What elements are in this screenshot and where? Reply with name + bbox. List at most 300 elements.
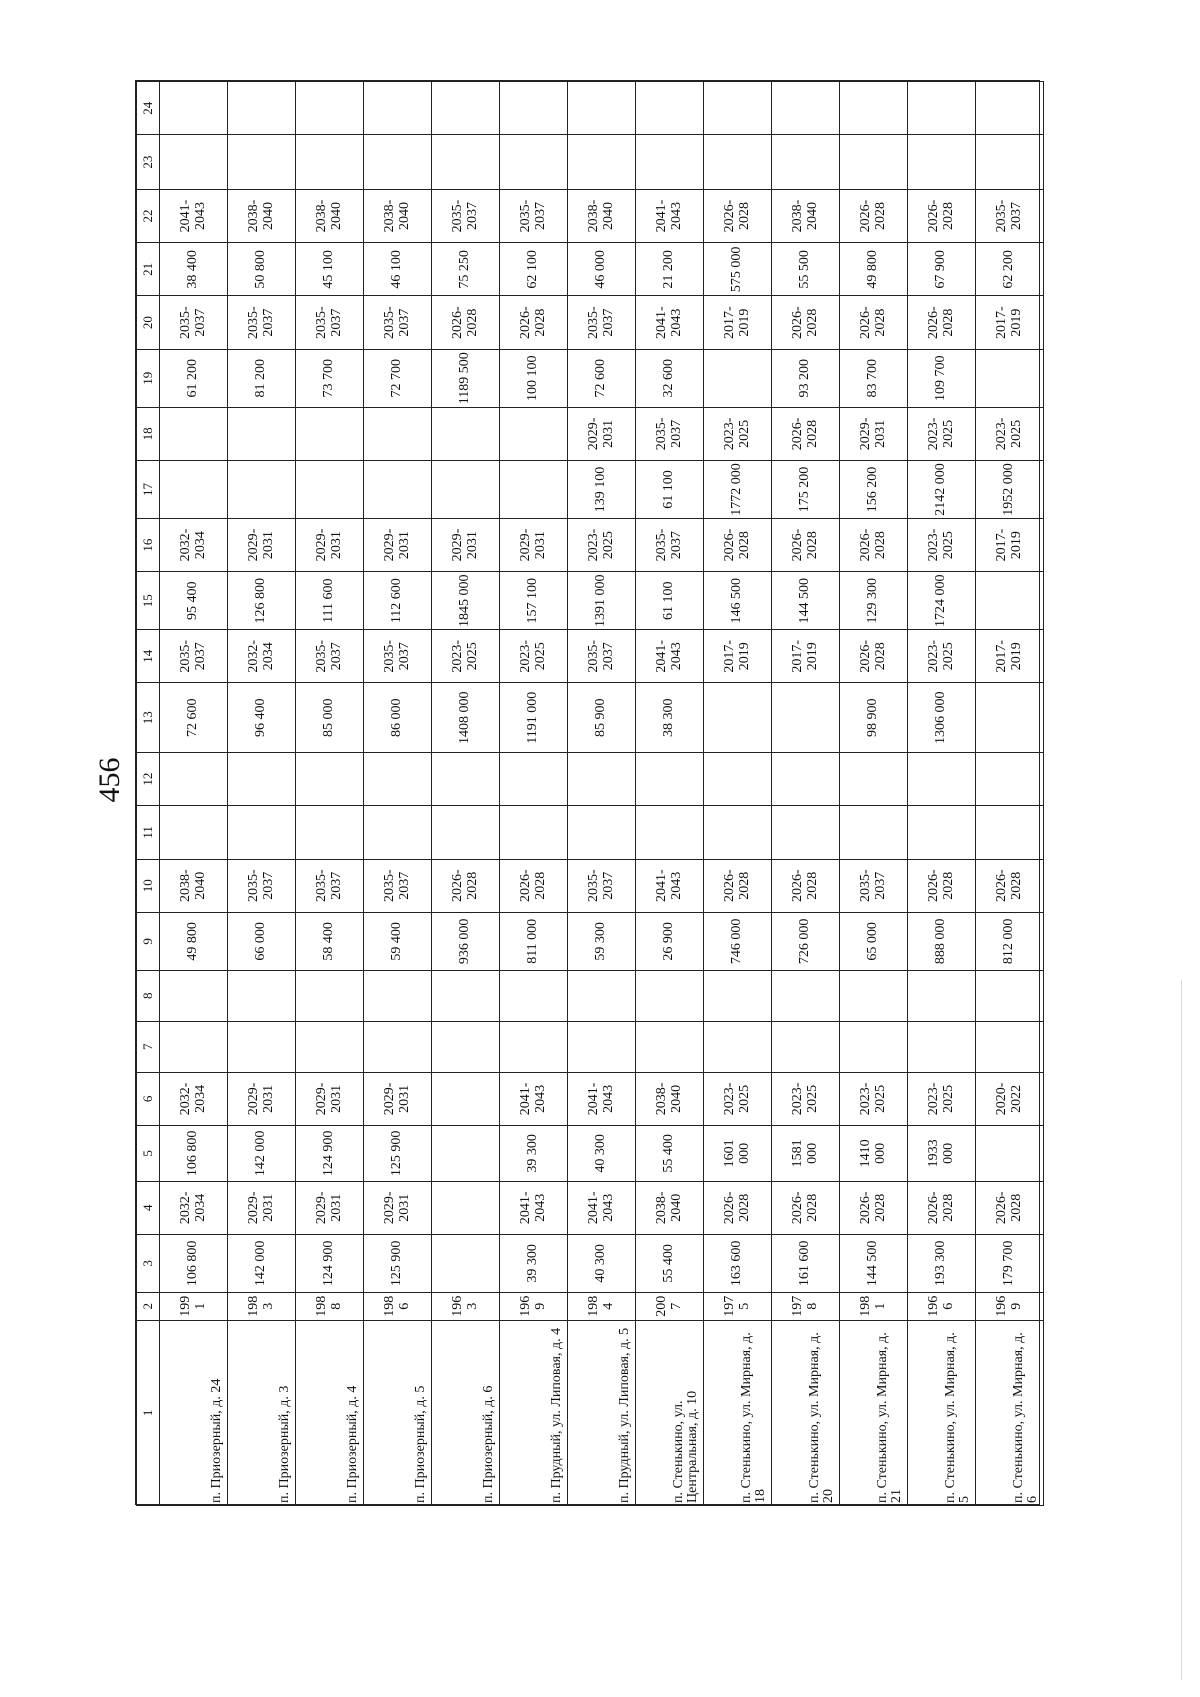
table-cell: 2029-2031: [364, 1072, 432, 1125]
table-cell: [568, 1021, 636, 1072]
table-cell: 98 900: [840, 683, 908, 753]
table-cell: [772, 970, 840, 1021]
table-frame: [135, 80, 1040, 1505]
table-cell: 2017-2019: [976, 518, 1044, 571]
table-cell: 61 200: [160, 349, 228, 407]
table-cell: 40 300: [568, 1234, 636, 1292]
table-cell: [432, 461, 500, 519]
table-cell: [704, 135, 772, 189]
table-cell: [568, 135, 636, 189]
data-table: [136, 81, 1044, 1506]
table-cell: 2038-2040: [364, 189, 432, 242]
table-cell: 59 400: [364, 912, 432, 970]
table-cell: 2029-2031: [296, 1072, 364, 1125]
table-cell: 2142 000: [908, 461, 976, 519]
table-cell: [636, 970, 704, 1021]
table-cell: 1986: [364, 1292, 432, 1320]
table-cell: 1969: [500, 1292, 568, 1320]
table-cell: 2026-2028: [976, 1181, 1044, 1234]
table-row: [364, 82, 432, 1506]
table-cell: [976, 349, 1044, 407]
table-cell: 1306 000: [908, 683, 976, 753]
table-cell: [432, 82, 500, 135]
table-cell: 2029-2031: [228, 1181, 296, 1234]
page-number: 456: [93, 757, 126, 803]
table-cell: 2026-2028: [772, 1181, 840, 1234]
table-cell: [840, 970, 908, 1021]
table-cell: [296, 806, 364, 859]
table-cell: 2041-2043: [636, 630, 704, 683]
table-cell: [772, 135, 840, 189]
table-cell: 2017-2019: [976, 630, 1044, 683]
table-cell: 2026-2028: [704, 518, 772, 571]
table-cell: 746 000: [704, 912, 772, 970]
table-cell: 1991: [160, 1292, 228, 1320]
table-cell: [228, 461, 296, 519]
table-cell: [296, 1021, 364, 1072]
table-cell: [228, 135, 296, 189]
table-cell: [840, 806, 908, 859]
table-cell: 2038-2040: [772, 189, 840, 242]
table-cell: 2038-2040: [568, 189, 636, 242]
table-cell: [296, 135, 364, 189]
table-cell: 55 400: [636, 1234, 704, 1292]
column-header: 9: [137, 912, 160, 970]
table-cell: 1975: [704, 1292, 772, 1320]
table-cell: [364, 461, 432, 519]
table-cell: 179 700: [976, 1234, 1044, 1292]
table-cell: 2026-2028: [772, 518, 840, 571]
table-row: [568, 82, 636, 1506]
column-header: 4: [137, 1181, 160, 1234]
table-cell: 2041-2043: [500, 1181, 568, 1234]
table-cell: 146 500: [704, 572, 772, 630]
table-cell: 2035-2037: [976, 189, 1044, 242]
table-cell: 2017-2019: [704, 296, 772, 349]
table-cell: [704, 683, 772, 753]
table-cell: [500, 461, 568, 519]
table-cell: [908, 806, 976, 859]
column-header: 20: [137, 296, 160, 349]
column-header: 15: [137, 572, 160, 630]
table-cell: 2035-2037: [636, 407, 704, 460]
table-cell: 2041-2043: [500, 1072, 568, 1125]
table-cell: 2026-2028: [908, 296, 976, 349]
table-cell: [160, 407, 228, 460]
table-row: [636, 82, 704, 1506]
table-cell: [704, 82, 772, 135]
table-cell: 936 000: [432, 912, 500, 970]
address-cell: п. Прудный, ул. Липовая, д. 4: [500, 1320, 568, 1505]
table-row: [772, 82, 840, 1506]
table-cell: [568, 806, 636, 859]
table-cell: 142 000: [228, 1126, 296, 1182]
table-cell: 2035-2037: [364, 296, 432, 349]
table-cell: 575 000: [704, 243, 772, 296]
table-row: [432, 82, 500, 1506]
table-cell: 38 300: [636, 683, 704, 753]
table-cell: [228, 407, 296, 460]
table-cell: 2026-2028: [704, 189, 772, 242]
table-cell: [364, 752, 432, 805]
table-cell: 1601 000: [704, 1126, 772, 1182]
table-cell: 85 900: [568, 683, 636, 753]
table-cell: [772, 683, 840, 753]
table-cell: 1408 000: [432, 683, 500, 753]
table-cell: 126 800: [228, 572, 296, 630]
column-header: 21: [137, 243, 160, 296]
table-cell: 125 900: [364, 1234, 432, 1292]
column-header: 18: [137, 407, 160, 460]
table-cell: 62 200: [976, 243, 1044, 296]
table-cell: 2035-2037: [568, 859, 636, 912]
table-cell: 2029-2031: [364, 1181, 432, 1234]
table-cell: [228, 752, 296, 805]
table-cell: 129 300: [840, 572, 908, 630]
table-cell: [908, 752, 976, 805]
column-header: 22: [137, 189, 160, 242]
table-cell: [704, 806, 772, 859]
table-cell: 49 800: [840, 243, 908, 296]
address-cell: п. Стенькино, ул. Мирная, д. 20: [772, 1320, 840, 1505]
table-cell: 2035-2037: [568, 630, 636, 683]
table-cell: 2041-2043: [636, 189, 704, 242]
table-cell: 2032-2034: [228, 630, 296, 683]
table-cell: 58 400: [296, 912, 364, 970]
table-cell: 66 000: [228, 912, 296, 970]
table-cell: 2017-2019: [976, 296, 1044, 349]
column-header: 7: [137, 1021, 160, 1072]
table-cell: 62 100: [500, 243, 568, 296]
table-cell: [976, 82, 1044, 135]
column-header: 2: [137, 1292, 160, 1320]
address-cell: п. Приозерный, д. 6: [432, 1320, 500, 1505]
rotated-table-wrapper: [136, 81, 1041, 1506]
table-cell: 49 800: [160, 912, 228, 970]
table-cell: 124 900: [296, 1234, 364, 1292]
table-cell: [772, 752, 840, 805]
table-cell: [636, 1021, 704, 1072]
table-cell: [976, 752, 1044, 805]
table-cell: 95 400: [160, 572, 228, 630]
table-cell: [500, 970, 568, 1021]
table-cell: 193 300: [908, 1234, 976, 1292]
table-cell: [432, 407, 500, 460]
table-cell: 111 600: [296, 572, 364, 630]
table-cell: 46 100: [364, 243, 432, 296]
table-cell: [908, 1021, 976, 1072]
table-cell: 2029-2031: [568, 407, 636, 460]
address-cell: п. Приозерный, д. 24: [160, 1320, 228, 1505]
table-cell: 2029-2031: [296, 518, 364, 571]
table-cell: [228, 82, 296, 135]
address-cell: п. Стенькино, ул. Мирная, д. 5: [908, 1320, 976, 1505]
column-header: 16: [137, 518, 160, 571]
table-cell: [160, 752, 228, 805]
table-cell: 1933 000: [908, 1126, 976, 1182]
table-cell: 1983: [228, 1292, 296, 1320]
table-cell: [364, 1021, 432, 1072]
address-cell: п. Прудный, ул. Липовая, д. 5: [568, 1320, 636, 1505]
table-cell: 73 700: [296, 349, 364, 407]
table-cell: [704, 1021, 772, 1072]
table-cell: [160, 970, 228, 1021]
table-cell: [296, 752, 364, 805]
table-row: [908, 82, 976, 1506]
table-cell: 2032-2034: [160, 1181, 228, 1234]
table-cell: [976, 806, 1044, 859]
table-cell: 106 800: [160, 1126, 228, 1182]
table-cell: 2029-2031: [228, 518, 296, 571]
table-cell: 2020-2022: [976, 1072, 1044, 1125]
table-cell: [432, 1181, 500, 1234]
scan-edge-line: [1181, 980, 1182, 1680]
table-cell: [636, 806, 704, 859]
table-cell: [704, 970, 772, 1021]
table-cell: 2035-2037: [364, 630, 432, 683]
table-cell: 55 400: [636, 1126, 704, 1182]
table-cell: [160, 1021, 228, 1072]
table-cell: 2029-2031: [432, 518, 500, 571]
table-row: [296, 82, 364, 1506]
table-cell: 109 700: [908, 349, 976, 407]
table-cell: [840, 752, 908, 805]
table-cell: 1969: [976, 1292, 1044, 1320]
table-cell: 2029-2031: [364, 518, 432, 571]
column-header: 19: [137, 349, 160, 407]
table-row: [704, 82, 772, 1506]
table-cell: 2032-2034: [160, 1072, 228, 1125]
table-cell: 1978: [772, 1292, 840, 1320]
table-cell: [840, 1021, 908, 1072]
table-cell: 2023-2025: [704, 407, 772, 460]
table-cell: 2026-2028: [432, 296, 500, 349]
table-cell: [432, 1126, 500, 1182]
table-cell: [364, 970, 432, 1021]
table-cell: [772, 1021, 840, 1072]
table-cell: 21 200: [636, 243, 704, 296]
column-header: 5: [137, 1126, 160, 1182]
table-cell: [908, 135, 976, 189]
table-cell: 2029-2031: [296, 1181, 364, 1234]
table-cell: 888 000: [908, 912, 976, 970]
column-header: 12: [137, 752, 160, 805]
column-header: 13: [137, 683, 160, 753]
table-cell: 2032-2034: [160, 518, 228, 571]
table-cell: 26 900: [636, 912, 704, 970]
table-cell: 1191 000: [500, 683, 568, 753]
column-header: 23: [137, 135, 160, 189]
column-header: 6: [137, 1072, 160, 1125]
table-cell: 1966: [908, 1292, 976, 1320]
table-cell: 1724 000: [908, 572, 976, 630]
table-cell: 2035-2037: [568, 296, 636, 349]
table-cell: 2038-2040: [296, 189, 364, 242]
table-cell: 2026-2028: [704, 1181, 772, 1234]
table-cell: [432, 752, 500, 805]
table-cell: 100 100: [500, 349, 568, 407]
table-cell: 2035-2037: [432, 189, 500, 242]
column-header: 1: [137, 1320, 160, 1505]
table-cell: 812 000: [976, 912, 1044, 970]
table-cell: 2029-2031: [500, 518, 568, 571]
table-cell: [364, 82, 432, 135]
table-cell: 144 500: [840, 1234, 908, 1292]
table-cell: [500, 752, 568, 805]
table-cell: [568, 752, 636, 805]
table-cell: 2023-2025: [568, 518, 636, 571]
table-cell: 124 900: [296, 1126, 364, 1182]
table-cell: [976, 970, 1044, 1021]
table-cell: 2017-2019: [704, 630, 772, 683]
table-cell: 2023-2025: [976, 407, 1044, 460]
table-cell: 75 250: [432, 243, 500, 296]
table-cell: 2026-2028: [772, 407, 840, 460]
table-cell: 86 000: [364, 683, 432, 753]
table-cell: [500, 82, 568, 135]
table-cell: [568, 82, 636, 135]
column-header: 14: [137, 630, 160, 683]
table-cell: [228, 806, 296, 859]
table-cell: [500, 806, 568, 859]
table-cell: [704, 349, 772, 407]
address-cell: п. Стенькино, ул. Мирная, д. 18: [704, 1320, 772, 1505]
table-cell: 61 100: [636, 572, 704, 630]
table-row: [840, 82, 908, 1506]
table-cell: 2035-2037: [160, 296, 228, 349]
table-cell: 2038-2040: [160, 859, 228, 912]
table-cell: [840, 82, 908, 135]
address-cell: п. Стенькино, ул. Мирная, д. 6: [976, 1320, 1044, 1505]
address-cell: п. Стенькино, ул. Центральная, д. 10: [636, 1320, 704, 1505]
table-cell: 2023-2025: [908, 407, 976, 460]
table-cell: 125 900: [364, 1126, 432, 1182]
table-cell: [636, 82, 704, 135]
table-cell: [840, 135, 908, 189]
table-cell: [636, 752, 704, 805]
table-cell: 61 100: [636, 461, 704, 519]
table-cell: 81 200: [228, 349, 296, 407]
table-row: [976, 82, 1044, 1506]
table-cell: [296, 461, 364, 519]
table-cell: [228, 1021, 296, 1072]
table-cell: 2026-2028: [976, 859, 1044, 912]
table-cell: 2026-2028: [704, 859, 772, 912]
table-cell: 1981: [840, 1292, 908, 1320]
table-cell: [432, 970, 500, 1021]
table-cell: 72 600: [160, 683, 228, 753]
table-cell: 1952 000: [976, 461, 1044, 519]
table-cell: 2035-2037: [840, 859, 908, 912]
table-cell: 2026-2028: [500, 859, 568, 912]
table-cell: 175 200: [772, 461, 840, 519]
table-cell: 59 300: [568, 912, 636, 970]
table-cell: 2041-2043: [160, 189, 228, 242]
table-cell: [432, 1072, 500, 1125]
table-cell: 2035-2037: [296, 630, 364, 683]
table-cell: 2035-2037: [160, 630, 228, 683]
table-cell: 2007: [636, 1292, 704, 1320]
table-cell: 93 200: [772, 349, 840, 407]
table-cell: [160, 806, 228, 859]
table-cell: 2041-2043: [636, 296, 704, 349]
table-cell: 2023-2025: [908, 518, 976, 571]
table-row: [500, 82, 568, 1506]
table-cell: 2041-2043: [568, 1181, 636, 1234]
table-cell: 106 800: [160, 1234, 228, 1292]
table-cell: 2026-2028: [840, 1181, 908, 1234]
column-header: 24: [137, 82, 160, 135]
table-cell: 163 600: [704, 1234, 772, 1292]
table-cell: [772, 82, 840, 135]
table-cell: [160, 461, 228, 519]
table-cell: 1963: [432, 1292, 500, 1320]
table-cell: 2038-2040: [636, 1181, 704, 1234]
table-cell: 2023-2025: [500, 630, 568, 683]
table-cell: 2023-2025: [432, 630, 500, 683]
table-cell: 2026-2028: [908, 189, 976, 242]
table-cell: [296, 407, 364, 460]
table-cell: 2026-2028: [432, 859, 500, 912]
table-cell: 72 700: [364, 349, 432, 407]
table-row: [160, 82, 228, 1506]
table-cell: 1189 500: [432, 349, 500, 407]
table-cell: 96 400: [228, 683, 296, 753]
table-cell: 2023-2025: [772, 1072, 840, 1125]
table-cell: 2035-2037: [500, 189, 568, 242]
table-cell: 39 300: [500, 1126, 568, 1182]
table-cell: [432, 1021, 500, 1072]
table-cell: 2026-2028: [772, 859, 840, 912]
table-cell: 726 000: [772, 912, 840, 970]
table-cell: 1391 000: [568, 572, 636, 630]
table-cell: 40 300: [568, 1126, 636, 1182]
table-cell: [160, 82, 228, 135]
table-cell: 2023-2025: [908, 1072, 976, 1125]
address-cell: п. Стенькино, ул. Мирная, д. 21: [840, 1320, 908, 1505]
table-cell: 2035-2037: [228, 859, 296, 912]
table-cell: 1581 000: [772, 1126, 840, 1182]
table-cell: 2041-2043: [636, 859, 704, 912]
table-cell: 144 500: [772, 572, 840, 630]
table-cell: [976, 1021, 1044, 1072]
table-cell: [704, 752, 772, 805]
table-cell: [568, 970, 636, 1021]
table-cell: [160, 135, 228, 189]
table-cell: 2035-2037: [636, 518, 704, 571]
table-cell: 2026-2028: [500, 296, 568, 349]
table-cell: [296, 82, 364, 135]
table-cell: [976, 572, 1044, 630]
table-cell: 2035-2037: [296, 296, 364, 349]
table-cell: [976, 1126, 1044, 1182]
table-cell: [364, 135, 432, 189]
table-cell: 85 000: [296, 683, 364, 753]
table-cell: 2017-2019: [772, 630, 840, 683]
address-cell: п. Приозерный, д. 3: [228, 1320, 296, 1505]
table-cell: 2026-2028: [840, 296, 908, 349]
table-cell: [500, 407, 568, 460]
table-cell: 811 000: [500, 912, 568, 970]
table-cell: 2035-2037: [364, 859, 432, 912]
column-header: 10: [137, 859, 160, 912]
table-cell: 2029-2031: [840, 407, 908, 460]
table-cell: 2026-2028: [908, 1181, 976, 1234]
table-cell: 32 600: [636, 349, 704, 407]
column-header: 11: [137, 806, 160, 859]
table-cell: 2035-2037: [296, 859, 364, 912]
table-cell: [636, 135, 704, 189]
